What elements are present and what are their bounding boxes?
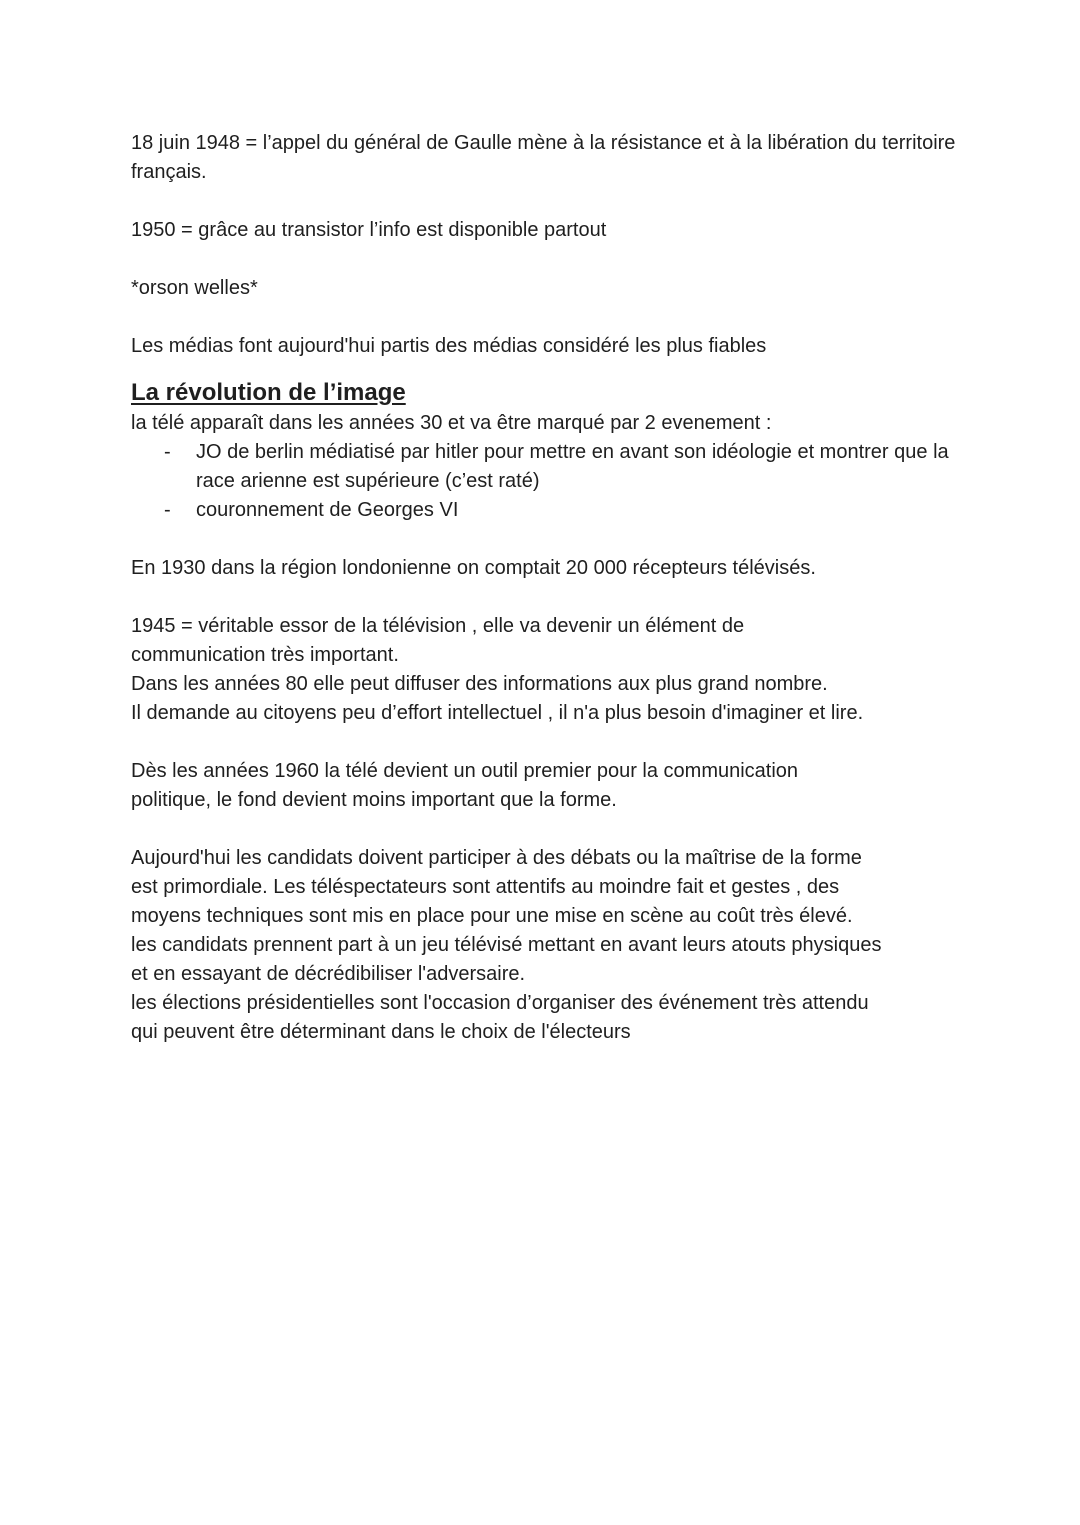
text-line: les élections présidentielles sont l'occasion d’organiser des événement très attendu [131,992,869,1014]
list-item [131,496,961,525]
paragraph-communication-politique [131,757,961,815]
text-line: qui peuvent être déterminant dans le choix de l'électeurs [131,1021,631,1043]
paragraph-medias-fiables: Les médias font aujourd'hui partis des médias considéré les plus fiables [131,335,767,357]
text-line: Aujourd'hui les candidats doivent participer à des débats ou la maîtrise de la forme [131,847,862,869]
paragraph-transistor: 1950 = grâce au transistor l’info est disponible partout [131,219,607,241]
paragraph-recepteurs: En 1930 dans la région londonienne on comptait 20 000 récepteurs télévisés. [131,557,816,579]
text-line: Dans les années 80 elle peut diffuser des informations aux plus grand nombre. [131,673,828,695]
text-line: communication très important. [131,644,399,666]
section-heading: La révolution de l’image [131,379,406,406]
section-intro: la télé apparaît dans les années 30 et va être marqué par 2 evenement : [131,412,772,434]
text-line: les candidats prennent part à un jeu télévisé mettant en avant leurs atouts physiques [131,934,882,956]
text-line: Il demande au citoyens peu d’effort intellectuel , il n'a plus besoin d'imaginer et lire. [131,702,864,724]
text-line: 1945 = véritable essor de la télévision , elle va devenir un élément de [131,615,745,637]
paragraph-debats-candidats [131,844,961,1047]
bullet-dash: - [164,441,171,463]
event-list [131,438,961,525]
document-page [131,129,961,1047]
text-line: et en essayant de décrédibiliser l'adversaire. [131,963,526,985]
text-line: Dès les années 1960 la télé devient un outil premier pour la communication [131,760,799,782]
paragraph-orson-welles: *orson welles* [131,277,258,299]
text-line: politique, le fond devient moins important que la forme. [131,789,617,811]
paragraph-appel-de-gaulle: 18 juin 1948 = l’appel du général de Gaulle mène à la résistance et à la libération du territoire français. [131,132,956,183]
paragraph-essor-television [131,612,961,728]
list-item [131,438,961,496]
list-item-text: JO de berlin médiatisé par hitler pour mettre en avant son idéologie et montrer que la race arienne est supérieure (c’est raté) [196,441,949,492]
text-line: est primordiale. Les téléspectateurs sont attentifs au moindre fait et gestes , des [131,876,840,898]
list-item-text: couronnement de Georges VI [196,499,459,521]
bullet-dash: - [164,499,171,521]
text-line: moyens techniques sont mis en place pour une mise en scène au coût très élevé. [131,905,853,927]
